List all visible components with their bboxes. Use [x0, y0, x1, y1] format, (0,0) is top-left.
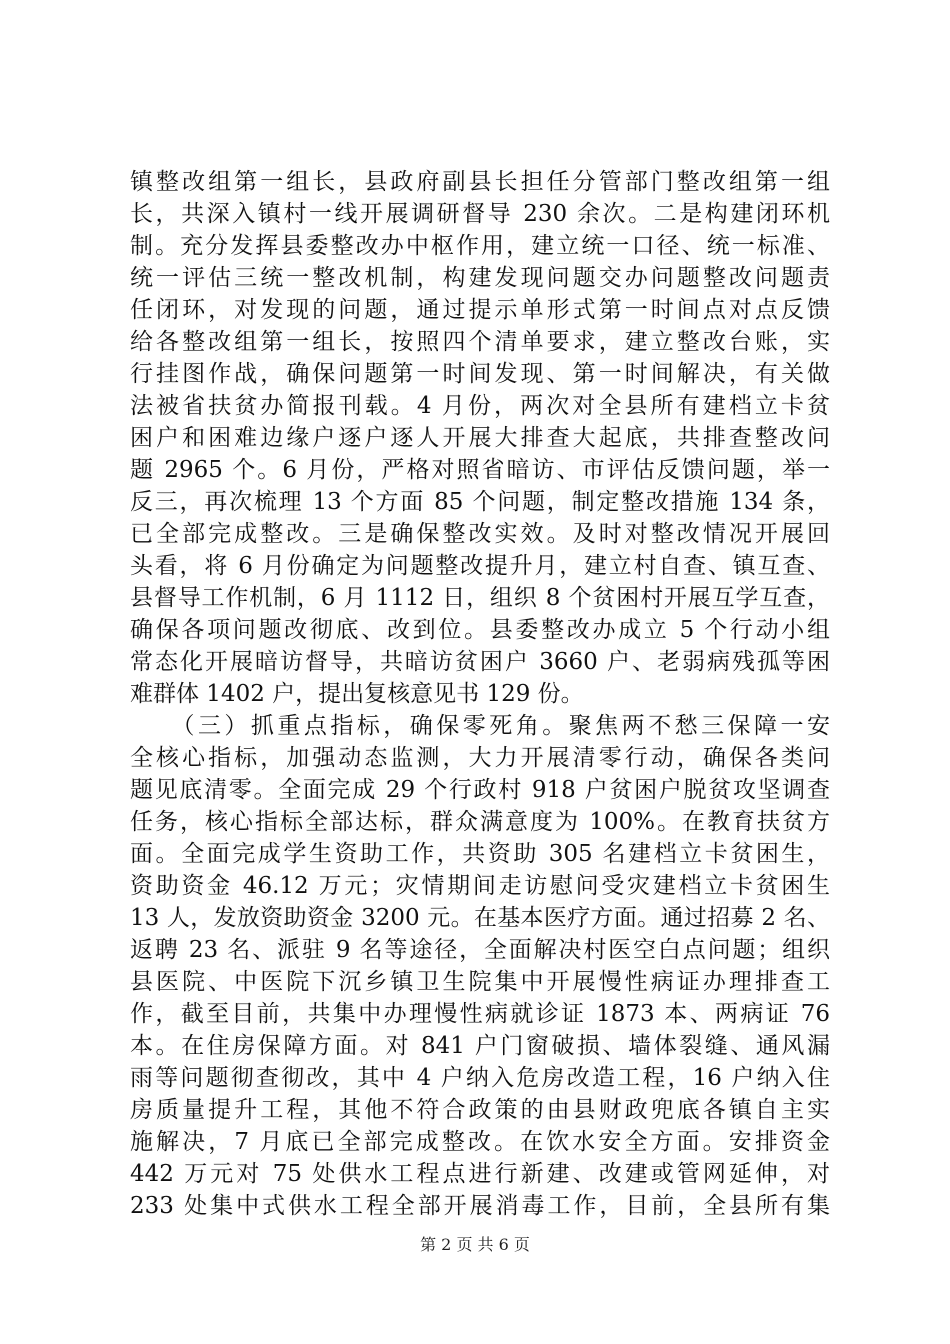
text-line: 县督导工作机制，6 月 1112 日，组织 8 个贫困村开展互学互查，	[130, 585, 830, 611]
text-line: 面。全面完成学生资助工作，共资助 305 名建档立卡贫困生，	[130, 841, 830, 867]
body-text	[130, 166, 830, 1222]
text-line: 统一评估三统一整改机制，构建发现问题交办问题整改问题责	[130, 265, 830, 291]
text-line: 题见底清零。全面完成 29 个行政村 918 户贫困户脱贫攻坚调查	[130, 777, 830, 803]
text-line: 反三，再次梳理 13 个方面 85 个问题，制定整改措施 134 条，	[130, 489, 830, 515]
text-line: 长，共深入镇村一线开展调研督导 230 余次。二是构建闭环机	[130, 201, 830, 227]
text-line: 资助资金 46.12 万元；灾情期间走访慰问受灾建档立卡贫困生	[130, 873, 830, 899]
text-line: 给各整改组第一组长，按照四个清单要求，建立整改台账，实	[130, 329, 830, 355]
text-line: 任务，核心指标全部达标，群众满意度为 100%。在教育扶贫方	[130, 809, 830, 835]
text-line: 困户和困难边缘户逐户逐人开展大排查大起底，共排查整改问	[130, 425, 830, 451]
text-line: 头看，将 6 月份确定为问题整改提升月，建立村自查、镇互查、	[130, 553, 830, 579]
text-line: 雨等问题彻查彻改，其中 4 户纳入危房改造工程，16 户纳入住	[130, 1065, 830, 1091]
text-line: 确保各项问题改彻底、改到位。县委整改办成立 5 个行动小组	[130, 617, 830, 643]
text-line: 镇整改组第一组长，县政府副县长担任分管部门整改组第一组	[130, 169, 830, 195]
text-line: 常态化开展暗访督导，共暗访贫困户 3660 户、老弱病残孤等困	[130, 649, 830, 675]
text-line: 房质量提升工程，其他不符合政策的由县财政兜底各镇自主实	[130, 1097, 830, 1123]
text-line: 施解决，7 月底已全部完成整改。在饮水安全方面。安排资金	[130, 1129, 830, 1155]
text-line: 难群体 1402 户，提出复核意见书 129 份。	[130, 681, 584, 707]
text-line: 制。充分发挥县委整改办中枢作用，建立统一口径、统一标准、	[130, 233, 830, 259]
text-line: 233 处集中式供水工程全部开展消毒工作，目前，全县所有集	[130, 1193, 830, 1219]
text-line: 返聘 23 名、派驻 9 名等途径，全面解决村医空白点问题；组织	[130, 937, 830, 963]
text-line: 作，截至目前，共集中办理慢性病就诊证 1873 本、两病证 76	[130, 1001, 830, 1027]
text-line: 法被省扶贫办简报刊载。4 月份，两次对全县所有建档立卡贫	[130, 393, 830, 419]
text-line: 442 万元对 75 处供水工程点进行新建、改建或管网延伸，对	[130, 1161, 830, 1187]
text-line: 县医院、中医院下沉乡镇卫生院集中开展慢性病证办理排查工	[130, 969, 830, 995]
section-heading-line: （三）抓重点指标，确保零死角。聚焦两不愁三保障一安	[130, 713, 830, 739]
text-line: 任闭环，对发现的问题，通过提示单形式第一时间点对点反馈	[130, 297, 830, 323]
text-line: 行挂图作战，确保问题第一时间发现、第一时间解决，有关做	[130, 361, 830, 387]
text-line: 题 2965 个。6 月份，严格对照省暗访、市评估反馈问题，举一	[130, 457, 830, 483]
text-line: 13 人，发放资助资金 3200 元。在基本医疗方面。通过招募 2 名、	[130, 905, 830, 931]
text-line: 已全部完成整改。三是确保整改实效。及时对整改情况开展回	[130, 521, 830, 547]
page-footer: 第 2 页 共 6 页	[420, 1235, 530, 1254]
text-line: 全核心指标，加强动态监测，大力开展清零行动，确保各类问	[130, 745, 830, 771]
text-line: 本。在住房保障方面。对 841 户门窗破损、墙体裂缝、通风漏	[130, 1033, 830, 1059]
